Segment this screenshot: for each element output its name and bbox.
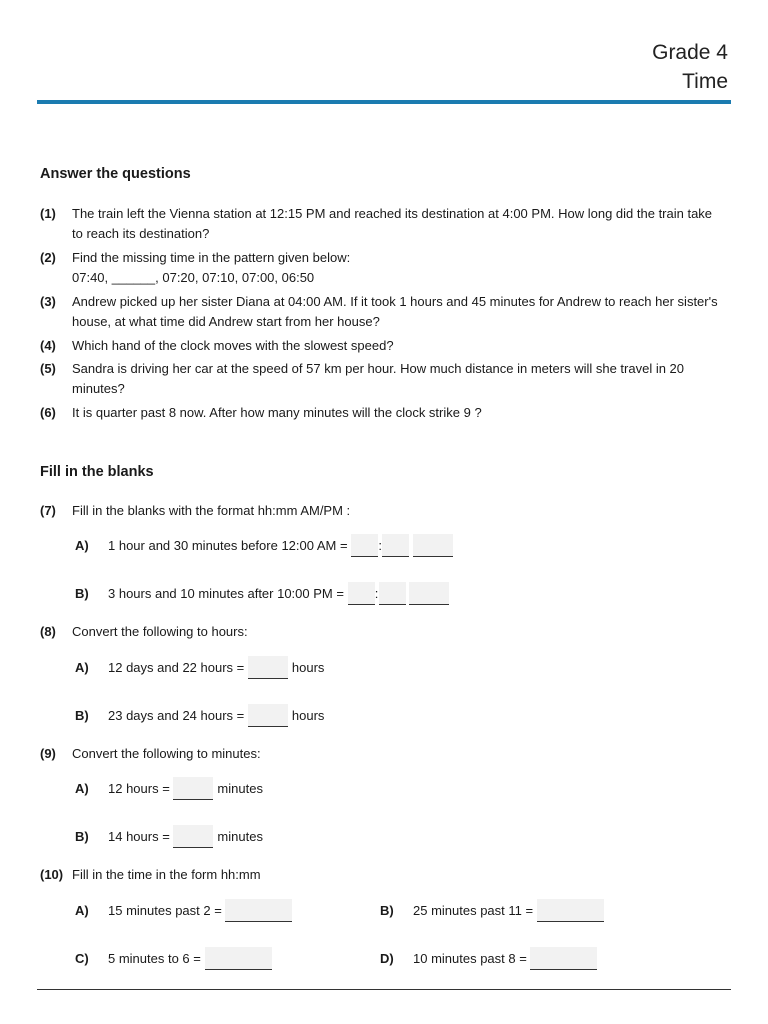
answer-blank[interactable] [225,899,292,922]
subquestion-7b [75,582,449,605]
question-7 [40,501,720,521]
question-number: (5) [40,361,56,376]
question-number: (7) [40,503,56,518]
subquestion-text: 3 hours and 10 minutes after 10:00 PM = [108,586,344,601]
question-number: (9) [40,746,56,761]
question-1 [40,204,720,243]
subquestion-7a [75,534,453,557]
question-text: Sandra is driving her car at the speed of 57 km per hour. How much distance in meters will she travel in 20 minutes? [72,361,685,396]
topic-label: Time [682,70,728,93]
answer-blank[interactable] [173,825,213,848]
subquestion-10c [75,947,272,970]
question-number: (6) [40,405,56,420]
subquestion-label: B) [75,708,89,723]
question-text: Find the missing time in the pattern given below: [72,250,351,265]
question-text: It is quarter past 8 now. After how many minutes will the clock strike 9 ? [72,405,482,420]
question-3 [40,292,720,331]
minute-blank[interactable] [382,534,409,557]
unit-label: hours [291,708,325,723]
hour-blank[interactable] [351,534,378,557]
question-number: (2) [40,250,56,265]
question-number: (10) [40,867,64,882]
question-text: Convert the following to minutes: [72,746,261,761]
subquestion-10d [380,947,597,970]
subquestion-text: 5 minutes to 6 = [108,951,201,966]
question-2 [40,248,720,287]
unit-label: minutes [217,829,263,844]
question-5 [40,359,720,398]
subquestion-text: 12 hours = [108,781,170,796]
subquestion-label: D) [380,951,394,966]
question-6 [40,403,720,423]
question-4 [40,336,720,356]
question-number: (4) [40,338,56,353]
question-number: (8) [40,624,56,639]
unit-label: hours [291,660,325,675]
subquestion-label: B) [75,586,89,601]
subquestion-text: 14 hours = [108,829,170,844]
question-number: (3) [40,294,56,309]
section-title-fill: Fill in the blanks [40,464,154,480]
answer-blank[interactable] [248,656,288,679]
unit-label: minutes [217,781,263,796]
time-separator: : [378,538,383,553]
subquestion-label: A) [75,903,89,918]
answer-blank[interactable] [248,704,288,727]
subquestion-label: C) [75,951,89,966]
question-8 [40,622,720,642]
subquestion-text: 23 days and 24 hours = [108,708,245,723]
subquestion-label: A) [75,781,89,796]
question-number: (1) [40,206,56,221]
footer-divider [37,989,731,990]
subquestion-9a [75,777,263,800]
subquestion-10a [75,899,292,922]
subquestion-8b [75,704,324,727]
worksheet-header [652,38,728,96]
subquestion-label: B) [75,829,89,844]
question-text: Fill in the blanks with the format hh:mm AM/PM : [72,503,351,518]
question-9 [40,744,720,764]
question-text: The train left the Vienna station at 12:15 PM and reached its destination at 4:00 PM. How long did the train take to reach its destination? [72,206,713,241]
subquestion-8a [75,656,324,679]
ampm-blank[interactable] [409,582,449,605]
question-text: Convert the following to hours: [72,624,248,639]
answer-blank[interactable] [173,777,213,800]
ampm-blank[interactable] [413,534,453,557]
question-text: Which hand of the clock moves with the slowest speed? [72,338,394,353]
subquestion-9b [75,825,263,848]
subquestion-10b [380,899,604,922]
subquestion-text: 15 minutes past 2 = [108,903,222,918]
question-text: Andrew picked up her sister Diana at 04:00 AM. If it took 1 hours and 45 minutes for Andrew to reach her sister's house, at what time did Andrew start from her house? [72,294,718,329]
answer-blank[interactable] [530,947,597,970]
pattern-sequence: 07:40, ______, 07:20, 07:10, 07:00, 06:50 [72,269,315,285]
subquestion-text: 10 minutes past 8 = [413,951,527,966]
header-divider [37,100,731,104]
question-10 [40,865,720,885]
hour-blank[interactable] [348,582,375,605]
subquestion-label: A) [75,660,89,675]
question-text: Fill in the time in the form hh:mm [72,867,261,882]
grade-label: Grade 4 [652,41,728,64]
answer-blank[interactable] [205,947,272,970]
subquestion-text: 25 minutes past 11 = [413,903,534,918]
answer-blank[interactable] [537,899,604,922]
subquestion-label: B) [380,903,394,918]
time-separator: : [374,586,379,601]
subquestion-text: 12 days and 22 hours = [108,660,245,675]
minute-blank[interactable] [379,582,406,605]
subquestion-label: A) [75,538,89,553]
section-title-answer: Answer the questions [40,166,191,182]
subquestion-text: 1 hour and 30 minutes before 12:00 AM = [108,538,348,553]
